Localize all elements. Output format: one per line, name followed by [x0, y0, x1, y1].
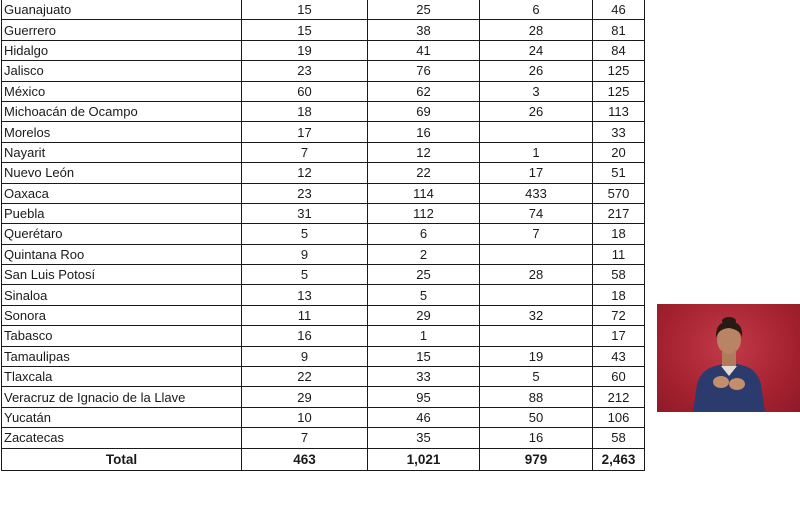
value-cell-c2: 29 — [368, 305, 480, 325]
row-total-cell: 217 — [593, 203, 645, 223]
value-cell-c3: 50 — [480, 407, 593, 427]
value-cell-c3: 7 — [480, 224, 593, 244]
row-total-cell: 18 — [593, 224, 645, 244]
value-cell-c2: 41 — [368, 40, 480, 60]
state-name-cell: Hidalgo — [2, 40, 242, 60]
value-cell-c3: 16 — [480, 428, 593, 448]
state-name-cell: Tamaulipas — [2, 346, 242, 366]
value-cell-c3 — [480, 244, 593, 264]
state-name-cell: Tlaxcala — [2, 367, 242, 387]
state-name-cell: Oaxaca — [2, 183, 242, 203]
value-cell-c1: 23 — [242, 61, 368, 81]
row-total-cell: 46 — [593, 0, 645, 20]
value-cell-c1: 12 — [242, 163, 368, 183]
table-row — [2, 265, 645, 285]
value-cell-c1: 7 — [242, 142, 368, 162]
value-cell-c3: 1 — [480, 142, 593, 162]
value-cell-c3: 6 — [480, 0, 593, 20]
table-row — [2, 305, 645, 325]
value-cell-c2: 76 — [368, 61, 480, 81]
state-name-cell: Zacatecas — [2, 428, 242, 448]
state-name-cell: Nayarit — [2, 142, 242, 162]
value-cell-c2: 114 — [368, 183, 480, 203]
table-row — [2, 203, 645, 223]
value-cell-c2: 25 — [368, 0, 480, 20]
row-total-cell: 81 — [593, 20, 645, 40]
state-name-cell: Puebla — [2, 203, 242, 223]
row-total-cell: 125 — [593, 81, 645, 101]
value-cell-c2: 33 — [368, 367, 480, 387]
value-cell-c2: 35 — [368, 428, 480, 448]
value-cell-c2: 22 — [368, 163, 480, 183]
row-total-cell: 84 — [593, 40, 645, 60]
value-cell-c1: 5 — [242, 265, 368, 285]
row-total-cell: 58 — [593, 265, 645, 285]
row-total-cell: 18 — [593, 285, 645, 305]
data-table — [1, 0, 645, 471]
table-row — [2, 142, 645, 162]
value-cell-c1: 23 — [242, 183, 368, 203]
state-name-cell: Sonora — [2, 305, 242, 325]
table-row — [2, 387, 645, 407]
value-cell-c2: 69 — [368, 101, 480, 121]
row-total-cell: 113 — [593, 101, 645, 121]
grand-total-cell: 2,463 — [593, 448, 645, 470]
state-name-cell: Morelos — [2, 122, 242, 142]
value-cell-c3: 19 — [480, 346, 593, 366]
table-row — [2, 101, 645, 121]
value-cell-c1: 29 — [242, 387, 368, 407]
value-cell-c1: 11 — [242, 305, 368, 325]
value-cell-c2: 95 — [368, 387, 480, 407]
table-row — [2, 40, 645, 60]
table-row — [2, 367, 645, 387]
table-row — [2, 163, 645, 183]
row-total-cell: 43 — [593, 346, 645, 366]
value-cell-c2: 46 — [368, 407, 480, 427]
table-row — [2, 81, 645, 101]
value-cell-c2: 15 — [368, 346, 480, 366]
table-row — [2, 0, 645, 20]
table-row — [2, 326, 645, 346]
row-total-cell: 33 — [593, 122, 645, 142]
row-total-cell: 11 — [593, 244, 645, 264]
table-row — [2, 428, 645, 448]
value-cell-c3: 3 — [480, 81, 593, 101]
value-cell-c2: 62 — [368, 81, 480, 101]
state-name-cell: Yucatán — [2, 407, 242, 427]
value-cell-c1: 17 — [242, 122, 368, 142]
value-cell-c1: 13 — [242, 285, 368, 305]
value-cell-c1: 60 — [242, 81, 368, 101]
state-name-cell: Querétaro — [2, 224, 242, 244]
value-cell-c3 — [480, 122, 593, 142]
table-row — [2, 122, 645, 142]
value-cell-c2: 16 — [368, 122, 480, 142]
value-cell-c3: 17 — [480, 163, 593, 183]
value-cell-c2: 25 — [368, 265, 480, 285]
value-cell-c1: 19 — [242, 40, 368, 60]
total-cell-c1: 463 — [242, 448, 368, 470]
value-cell-c1: 22 — [242, 367, 368, 387]
value-cell-c1: 16 — [242, 326, 368, 346]
value-cell-c2: 2 — [368, 244, 480, 264]
table-row — [2, 61, 645, 81]
value-cell-c3: 26 — [480, 101, 593, 121]
state-name-cell: México — [2, 81, 242, 101]
value-cell-c3 — [480, 285, 593, 305]
row-total-cell: 17 — [593, 326, 645, 346]
row-total-cell: 58 — [593, 428, 645, 448]
table-row — [2, 244, 645, 264]
value-cell-c1: 5 — [242, 224, 368, 244]
value-cell-c2: 112 — [368, 203, 480, 223]
state-name-cell: Jalisco — [2, 61, 242, 81]
state-name-cell: Sinaloa — [2, 285, 242, 305]
table-row — [2, 346, 645, 366]
value-cell-c2: 5 — [368, 285, 480, 305]
value-cell-c1: 7 — [242, 428, 368, 448]
state-name-cell: Veracruz de Ignacio de la Llave — [2, 387, 242, 407]
value-cell-c3: 5 — [480, 367, 593, 387]
value-cell-c3: 88 — [480, 387, 593, 407]
state-name-cell: San Luis Potosí — [2, 265, 242, 285]
value-cell-c3: 28 — [480, 265, 593, 285]
value-cell-c1: 15 — [242, 0, 368, 20]
value-cell-c1: 18 — [242, 101, 368, 121]
row-total-cell: 570 — [593, 183, 645, 203]
table-row — [2, 224, 645, 244]
table-row — [2, 183, 645, 203]
value-cell-c3: 26 — [480, 61, 593, 81]
total-cell-c2: 1,021 — [368, 448, 480, 470]
value-cell-c3: 74 — [480, 203, 593, 223]
value-cell-c3 — [480, 326, 593, 346]
value-cell-c1: 10 — [242, 407, 368, 427]
table-body — [2, 0, 645, 470]
table-row — [2, 20, 645, 40]
total-cell-c3: 979 — [480, 448, 593, 470]
row-total-cell: 51 — [593, 163, 645, 183]
state-name-cell: Quintana Roo — [2, 244, 242, 264]
row-total-cell: 72 — [593, 305, 645, 325]
value-cell-c1: 9 — [242, 244, 368, 264]
state-name-cell: Tabasco — [2, 326, 242, 346]
sign-language-interpreter-video — [657, 304, 800, 412]
row-total-cell: 125 — [593, 61, 645, 81]
value-cell-c1: 15 — [242, 20, 368, 40]
state-name-cell: Guanajuato — [2, 0, 242, 20]
table-row — [2, 407, 645, 427]
row-total-cell: 60 — [593, 367, 645, 387]
table-row — [2, 285, 645, 305]
value-cell-c3: 32 — [480, 305, 593, 325]
value-cell-c2: 38 — [368, 20, 480, 40]
row-total-cell: 212 — [593, 387, 645, 407]
state-name-cell: Michoacán de Ocampo — [2, 101, 242, 121]
interpreter-image — [657, 304, 800, 412]
value-cell-c2: 12 — [368, 142, 480, 162]
value-cell-c3: 433 — [480, 183, 593, 203]
value-cell-c3: 28 — [480, 20, 593, 40]
row-total-cell: 20 — [593, 142, 645, 162]
value-cell-c3: 24 — [480, 40, 593, 60]
state-name-cell: Nuevo León — [2, 163, 242, 183]
value-cell-c1: 9 — [242, 346, 368, 366]
row-total-cell: 106 — [593, 407, 645, 427]
totals-row — [2, 448, 645, 470]
totals-label: Total — [2, 448, 242, 470]
value-cell-c2: 1 — [368, 326, 480, 346]
value-cell-c1: 31 — [242, 203, 368, 223]
state-name-cell: Guerrero — [2, 20, 242, 40]
value-cell-c2: 6 — [368, 224, 480, 244]
